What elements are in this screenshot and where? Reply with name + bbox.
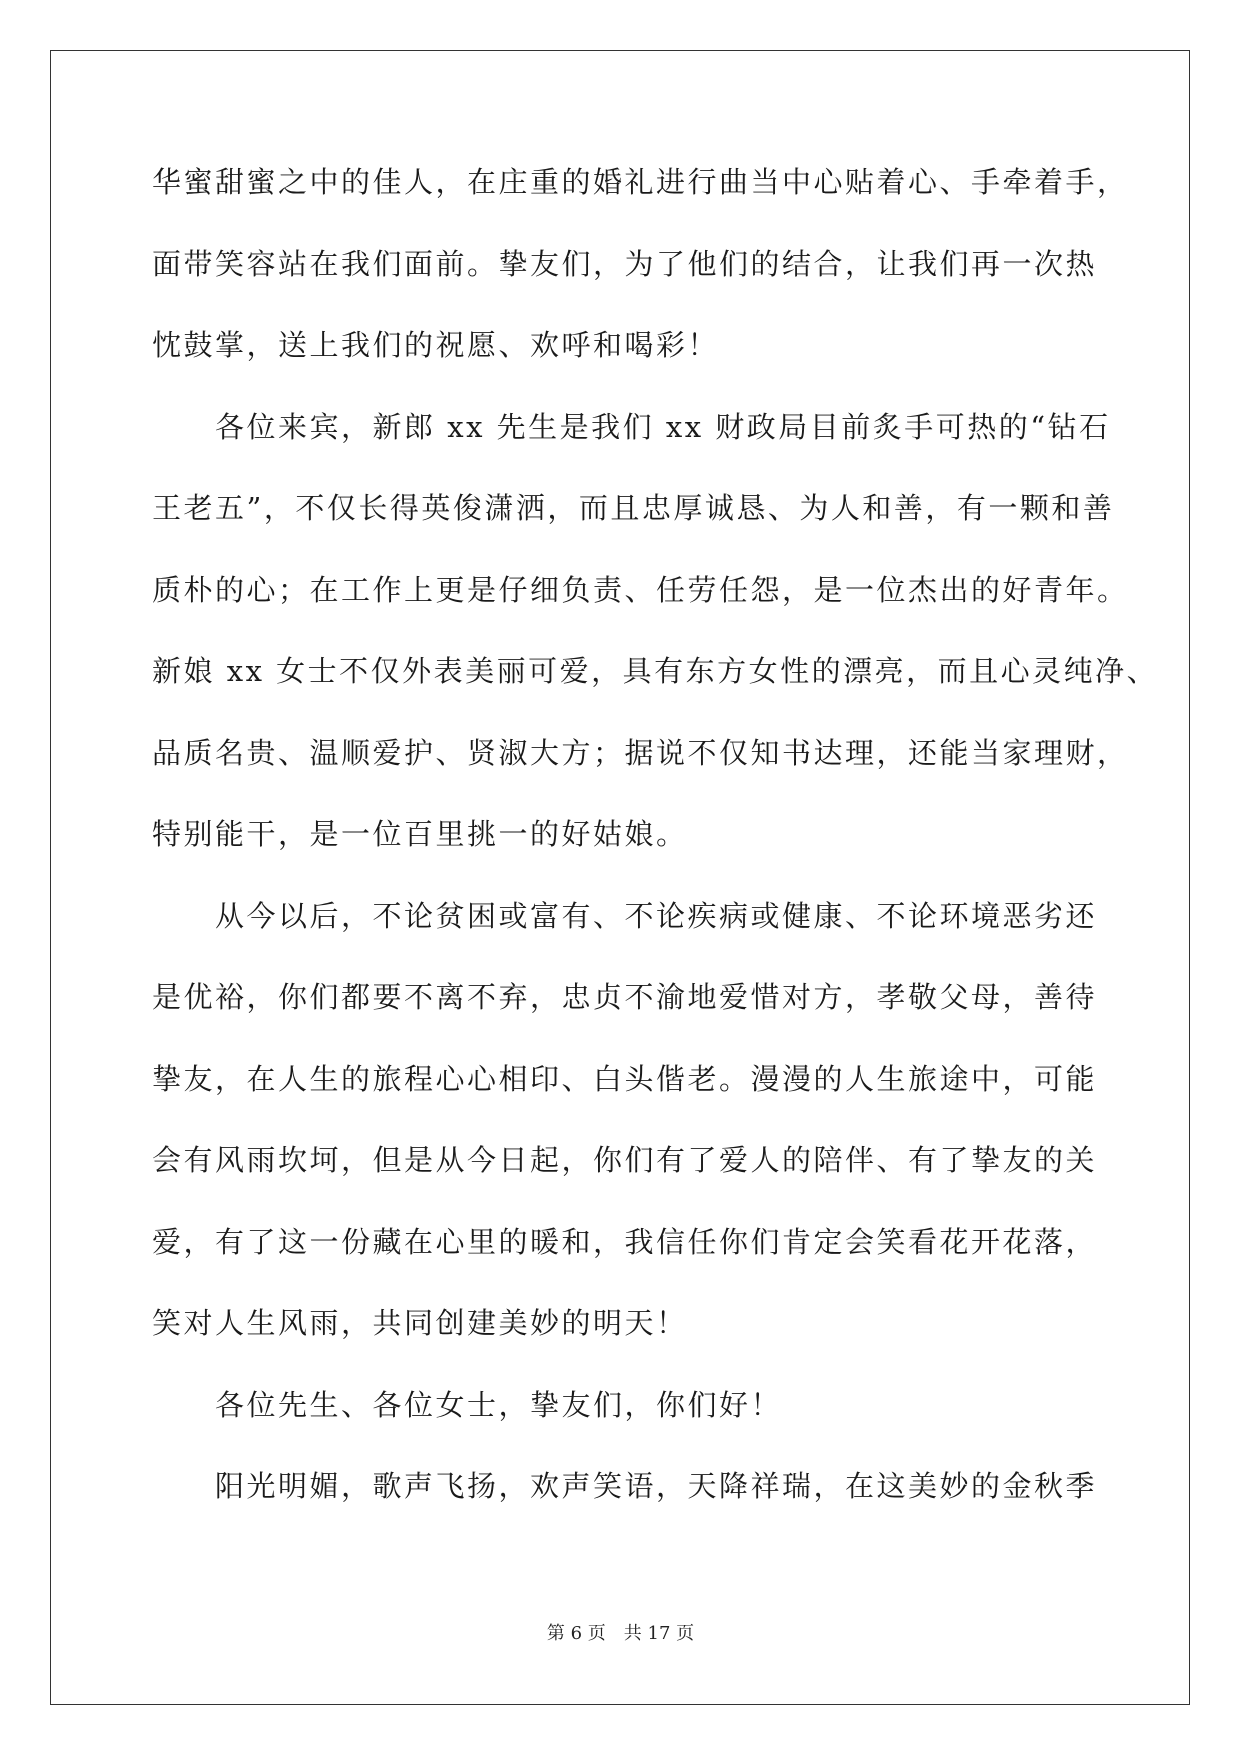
text-line: 新娘 xx 女士不仅外表美丽可爱，具有东方女性的漂亮，而且心灵纯净、 <box>152 654 1159 688</box>
document-body <box>152 165 1159 1552</box>
text-line: 面带笑容站在我们面前。挚友们，为了他们的结合，让我们再一次热 <box>152 246 1098 281</box>
text-line: 王老五”，不仅长得英俊潇洒，而且忠厚诚恳、为人和善，有一颗和善 <box>152 491 1115 525</box>
text-line: 特别能干，是一位百里挑一的好姑娘。 <box>152 817 688 851</box>
text-line: 各位来宾，新郎 xx 先生是我们 xx 财政局目前炙手可热的“钻石 <box>152 409 1111 444</box>
text-line: 爱，有了这一份藏在心里的暖和，我信任你们肯定会笑看花开花落， <box>152 1224 1098 1259</box>
text-line: 忱鼓掌，送上我们的祝愿、欢呼和喝彩！ <box>152 328 720 362</box>
text-line: 质朴的心；在工作上更是仔细负责、任劳任怨，是一位杰出的好青年。 <box>152 572 1129 607</box>
text-line: 品质名贵、温顺爱护、贤淑大方；据说不仅知书达理，还能当家理财， <box>152 735 1129 770</box>
text-line: 各位先生、各位女士，挚友们，你们好！ <box>152 1387 783 1422</box>
text-line: 从今以后，不论贫困或富有、不论疾病或健康、不论环境恶劣还 <box>152 898 1098 933</box>
text-line: 挚友，在人生的旅程心心相印、白头偕老。漫漫的人生旅途中，可能 <box>152 1061 1098 1096</box>
page-number: 第 6 页 共 17 页 <box>546 1623 695 1644</box>
text-line: 是优裕，你们都要不离不弃，忠贞不渝地爱惜对方，孝敬父母，善待 <box>152 980 1098 1014</box>
text-line: 笑对人生风雨，共同创建美妙的明天！ <box>152 1306 688 1340</box>
text-line: 阳光明媚，歌声飞扬，欢声笑语，天降祥瑞，在这美妙的金秋季 <box>152 1469 1098 1503</box>
text-line: 会有风雨坎坷，但是从今日起，你们有了爱人的陪伴、有了挚友的关 <box>152 1143 1098 1177</box>
text-line: 华蜜甜蜜之中的佳人，在庄重的婚礼进行曲当中心贴着心、手牵着手， <box>152 165 1129 199</box>
